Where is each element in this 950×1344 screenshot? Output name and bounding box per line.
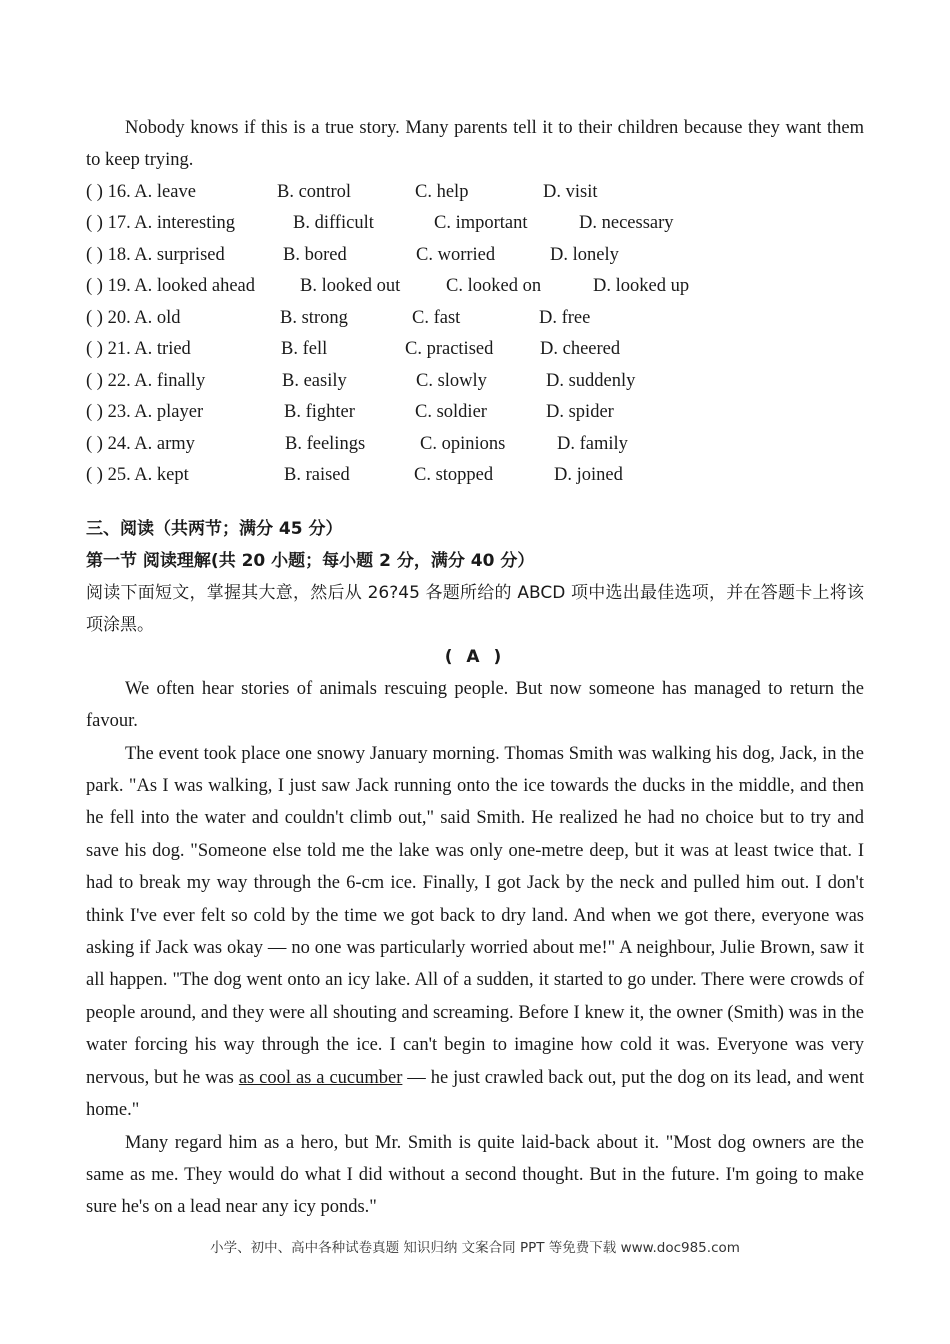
option-b: B. difficult — [293, 213, 374, 234]
page-footer: 小学、初中、高中各种试卷真题 知识归纳 文案合同 PPT 等免费下载 www.doc985.com — [210, 1240, 740, 1256]
question-row — [86, 334, 864, 366]
passage-text: — he just crawled back out, put the dog on its lead, and went home." — [86, 1067, 864, 1121]
instructions: 阅读下面短文，掌握其大意，然后从 26?45 各题所给的 ABCD 项中选出最佳选项，并在答题卡上将该项涂黑。 — [86, 582, 864, 635]
question-row — [86, 397, 864, 429]
passage-paragraph-1: We often hear stories of animals rescuing people. But now someone has managed to return the favour. — [86, 678, 864, 732]
section-heading: 三、阅读（共两节；满分 45 分） — [86, 518, 343, 539]
option-c: C. fast — [412, 307, 461, 328]
option-c: C. looked on — [446, 276, 542, 297]
question-stem: ( ) 17. A. interesting — [86, 213, 236, 234]
option-b: B. feelings — [285, 433, 366, 454]
intro-paragraph: Nobody knows if this is a true story. Many parents tell it to their children because they want them to keep trying. — [86, 118, 864, 171]
question-stem: ( ) 20. A. old — [86, 307, 181, 328]
option-b: B. fell — [281, 339, 328, 360]
question-stem: ( ) 23. A. player — [86, 402, 204, 423]
option-c: C. slowly — [416, 370, 487, 391]
question-stem: ( ) 25. A. kept — [86, 465, 189, 486]
option-d: D. looked up — [593, 276, 690, 297]
document-page — [86, 112, 864, 1224]
underlined-phrase: as cool as a cucumber — [238, 1067, 403, 1088]
option-c: C. worried — [416, 244, 496, 265]
question-row — [86, 303, 864, 335]
question-row — [86, 429, 864, 461]
option-b: B. bored — [283, 244, 347, 265]
option-b: B. control — [277, 181, 351, 202]
option-d: D. family — [557, 433, 628, 454]
option-b: B. strong — [280, 307, 348, 328]
option-b: B. fighter — [284, 402, 355, 423]
option-d: D. free — [539, 307, 591, 328]
option-c: C. opinions — [420, 433, 506, 454]
passage-paragraph-3: Many regard him as a hero, but Mr. Smith is quite laid-back about it. "Most dog owners are the same as me. They would do what I did without a second thought. But in the future. I'm going to make sure he's on a lead near any icy ponds." — [86, 1132, 864, 1218]
question-row — [86, 177, 864, 209]
question-stem: ( ) 21. A. tried — [86, 339, 191, 360]
question-row — [86, 240, 864, 272]
question-stem: ( ) 19. A. looked ahead — [86, 276, 256, 297]
question-list — [86, 177, 864, 492]
option-b: B. looked out — [300, 276, 401, 297]
question-row — [86, 366, 864, 398]
option-c: C. soldier — [415, 402, 487, 423]
option-d: D. necessary — [579, 213, 674, 234]
option-d: D. spider — [546, 402, 614, 423]
option-d: D. lonely — [550, 244, 619, 265]
question-stem: ( ) 24. A. army — [86, 433, 195, 454]
option-c: C. help — [415, 181, 469, 202]
subsection-heading: 第一节 阅读理解(共 20 小题；每小题 2 分，满分 40 分） — [86, 550, 535, 571]
question-row — [86, 460, 864, 492]
option-b: B. easily — [282, 370, 347, 391]
question-stem: ( ) 18. A. surprised — [86, 244, 225, 265]
option-d: D. joined — [554, 465, 623, 486]
option-d: D. suddenly — [546, 370, 636, 391]
question-row — [86, 271, 864, 303]
question-row — [86, 208, 864, 240]
option-d: D. visit — [543, 181, 598, 202]
option-c: C. stopped — [414, 465, 494, 486]
passage-label: ( A ) — [444, 646, 506, 667]
option-c: C. practised — [405, 339, 494, 360]
passage-paragraph-2 — [86, 738, 864, 1127]
option-d: D. cheered — [540, 339, 621, 360]
option-b: B. raised — [284, 465, 350, 486]
question-stem: ( ) 22. A. finally — [86, 370, 206, 391]
question-stem: ( ) 16. A. leave — [86, 181, 196, 202]
passage-text: The event took place one snowy January morning. Thomas Smith was walking his dog, Jack, in the park. "As I was walking, I just saw Jack running onto the ice towards the ducks in the middle, and then he fell into the water and couldn't climb out," said Smith. He realized he had no choice but to try and save his dog. "Someone else told me the lake was only one-metre deep, but it was at least twice that. I had to break my way through the 6-cm ice. Finally, I got Jack by the neck and pulled him out. I don't think I've ever felt so cold by the time we got back to dry land. And when we got there, everyone was asking if Jack was okay — no one was particularly worried about me!" A neighbour, Julie Brown, saw it all happen. "The dog went onto an icy lake. All of a sudden, it started to go under. There were crowds of people around, and they were all shouting and screaming. Before I knew it, the owner (Smith) was in the water forcing his way through the ice. I can't begin to imagine how cold it was. Everyone was very nervous, but he was — [86, 743, 864, 1088]
option-c: C. important — [434, 213, 528, 234]
